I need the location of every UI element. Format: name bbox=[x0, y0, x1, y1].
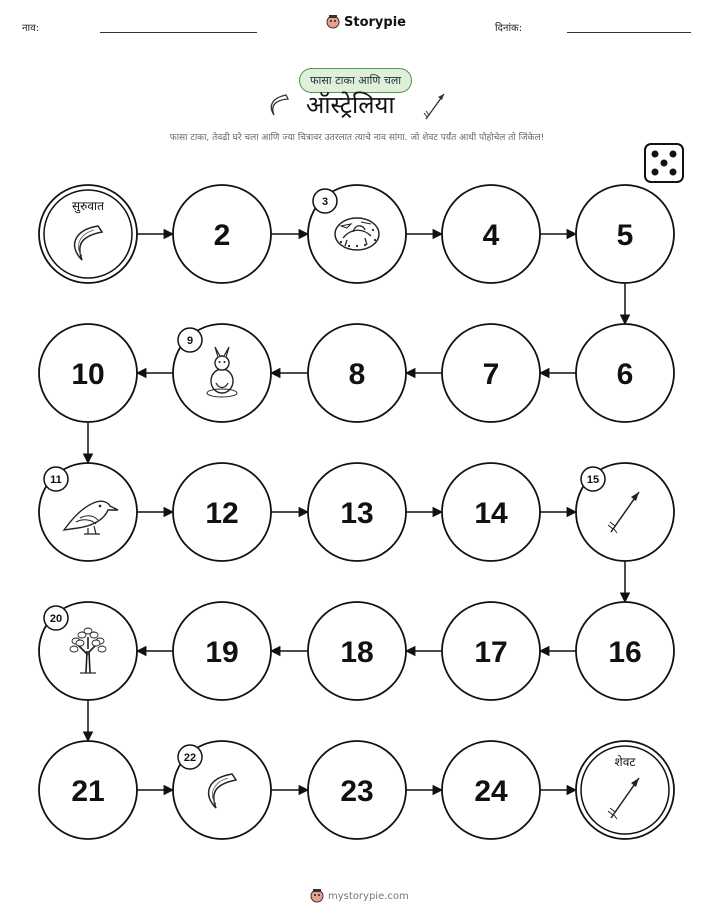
page-title: ऑस्ट्रेलिया bbox=[306, 91, 395, 119]
board-space-5[interactable] bbox=[576, 185, 674, 283]
space-number: 2 bbox=[213, 219, 231, 252]
space-number: 16 bbox=[608, 636, 642, 669]
name-label: नाव: bbox=[22, 23, 40, 34]
space-number: 7 bbox=[482, 358, 500, 391]
board-space-20[interactable] bbox=[39, 602, 137, 700]
space-number: 21 bbox=[71, 775, 105, 808]
space-number: 10 bbox=[71, 358, 105, 391]
space-number: 5 bbox=[616, 219, 634, 252]
space-number: 13 bbox=[340, 497, 374, 530]
board-space-10[interactable] bbox=[39, 324, 137, 422]
finish-label: शेवट bbox=[614, 755, 636, 769]
space-number-badge: 3 bbox=[321, 196, 329, 208]
space-number: 8 bbox=[348, 358, 366, 391]
board-space-21[interactable] bbox=[39, 741, 137, 839]
space-number: 24 bbox=[474, 775, 508, 808]
space-number: 17 bbox=[474, 636, 508, 669]
board-space-11[interactable] bbox=[39, 463, 137, 561]
space-number-badge: 20 bbox=[49, 613, 63, 625]
board-space-4[interactable] bbox=[442, 185, 540, 283]
space-number: 18 bbox=[340, 636, 374, 669]
space-number: 4 bbox=[482, 219, 500, 252]
mascot-icon bbox=[310, 888, 324, 904]
board-space-2[interactable] bbox=[173, 185, 271, 283]
space-number: 19 bbox=[205, 636, 239, 669]
finish-space[interactable] bbox=[576, 741, 674, 839]
space-number: 23 bbox=[340, 775, 374, 808]
footer-brand bbox=[310, 888, 409, 904]
space-number-badge: 9 bbox=[186, 335, 194, 347]
start-label: सुरुवात bbox=[72, 199, 104, 213]
brand-name: Storypie bbox=[344, 14, 406, 30]
board-space-8[interactable] bbox=[308, 324, 406, 422]
board-space-13[interactable] bbox=[308, 463, 406, 561]
board-space-18[interactable] bbox=[308, 602, 406, 700]
board-space-23[interactable] bbox=[308, 741, 406, 839]
board-space-12[interactable] bbox=[173, 463, 271, 561]
board-space-7[interactable] bbox=[442, 324, 540, 422]
instructions-text: फासा टाका, तेवढी घरे चला आणि ज्या चित्रावर उतरलात त्याचे नाव सांगा. जो शेवट पर्यंत आधी पोहोचेल तो जिंकेल! bbox=[169, 133, 545, 143]
board-space-14[interactable] bbox=[442, 463, 540, 561]
board-space-9[interactable] bbox=[173, 324, 271, 422]
date-label: दिनांक: bbox=[495, 23, 523, 34]
space-number: 14 bbox=[474, 497, 508, 530]
aboriginal-art-icon bbox=[335, 218, 379, 250]
board-space-17[interactable] bbox=[442, 602, 540, 700]
footer-url: mystorypie.com bbox=[328, 890, 409, 902]
game-type-pill: फासा टाका आणि चला bbox=[299, 68, 412, 93]
board-space-15[interactable] bbox=[576, 463, 674, 561]
board-space-19[interactable] bbox=[173, 602, 271, 700]
space-number: 6 bbox=[616, 358, 634, 391]
board-space-22[interactable] bbox=[173, 741, 271, 839]
board-space-24[interactable] bbox=[442, 741, 540, 839]
board-space-6[interactable] bbox=[576, 324, 674, 422]
space-number-badge: 11 bbox=[50, 474, 62, 486]
start-space[interactable] bbox=[39, 185, 137, 283]
space-number-badge: 22 bbox=[183, 752, 197, 764]
board-space-16[interactable] bbox=[576, 602, 674, 700]
board-space-3[interactable] bbox=[308, 185, 406, 283]
space-number: 12 bbox=[205, 497, 239, 530]
space-number-badge: 15 bbox=[586, 474, 600, 486]
